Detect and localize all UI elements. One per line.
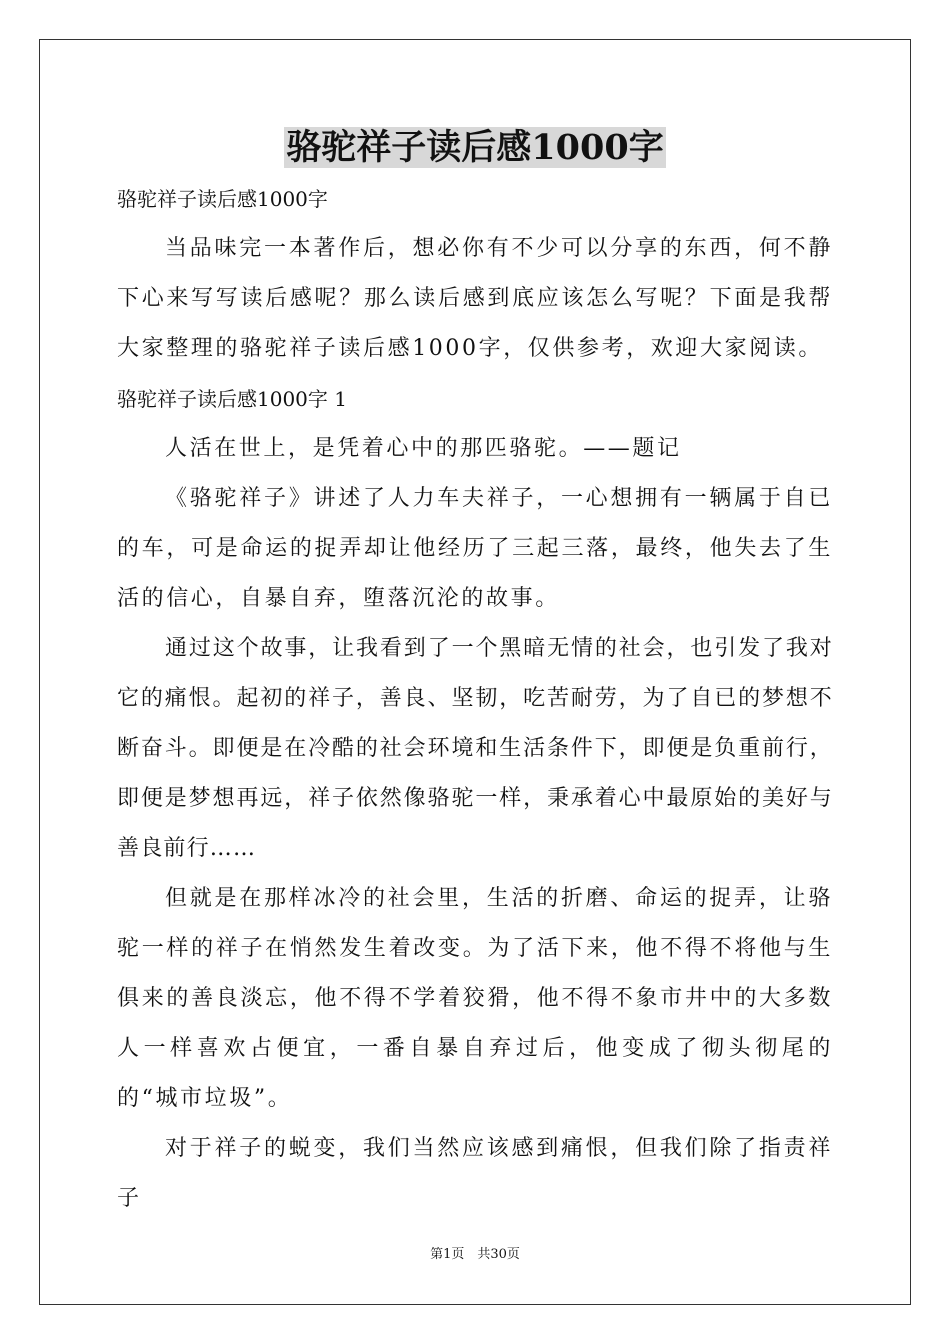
document-body [117,174,833,1224]
document-title [0,122,950,174]
paragraph-4: 对于祥子的蜕变，我们当然应该感到痛恨，但我们除了指责祥子 [117,1136,833,1211]
paragraph-3: 但就是在那样冰冷的社会里，生活的折磨、命运的捉弄，让骆驼一样的祥子在悄然发生着改变。为了活下来，他不得不将他与生俱来的善良淡忘，他不得不学着狡猾，他不得不象市井中的大多数人一样喜欢占便宜，一番自暴自弃过后，他变成了彻头彻尾的的“城市垃圾”。 [117,886,833,1111]
paragraph-2: 通过这个故事，让我看到了一个黑暗无情的社会，也引发了我对它的痛恨。起初的祥子，善良、坚韧，吃苦耐劳，为了自已的梦想不断奋斗。即便是在冷酷的社会环境和生活条件下，即便是负重前行，即便是梦想再远，祥子依然像骆驼一样，秉承着心中最原始的美好与善良前行…… [117,636,833,861]
section-heading: 骆驼祥子读后感1000字 1 [117,387,347,411]
document-subtitle: 骆驼祥子读后感1000字 [117,187,328,211]
intro-paragraph: 当品味完一本著作后，想必你有不少可以分享的东西，何不静下心来写写读后感呢？那么读后感到底应该怎么写呢？下面是我帮大家整理的骆驼祥子读后感1000字，仅供参考，欢迎大家阅读。 [117,236,833,361]
document-title-text: 骆驼祥子读后感1000字 [286,127,664,168]
paragraph-1: 《骆驼祥子》讲述了人力车夫祥子，一心想拥有一辆属于自已的车，可是命运的捉弄却让他经历了三起三落，最终，他失去了生活的信心，自暴自弃，堕落沉沦的故事。 [117,486,833,611]
paragraph-epigraph: 人活在世上，是凭着心中的那匹骆驼。——题记 [165,436,682,461]
page-footer: 第1页 共30页 [430,1247,520,1262]
